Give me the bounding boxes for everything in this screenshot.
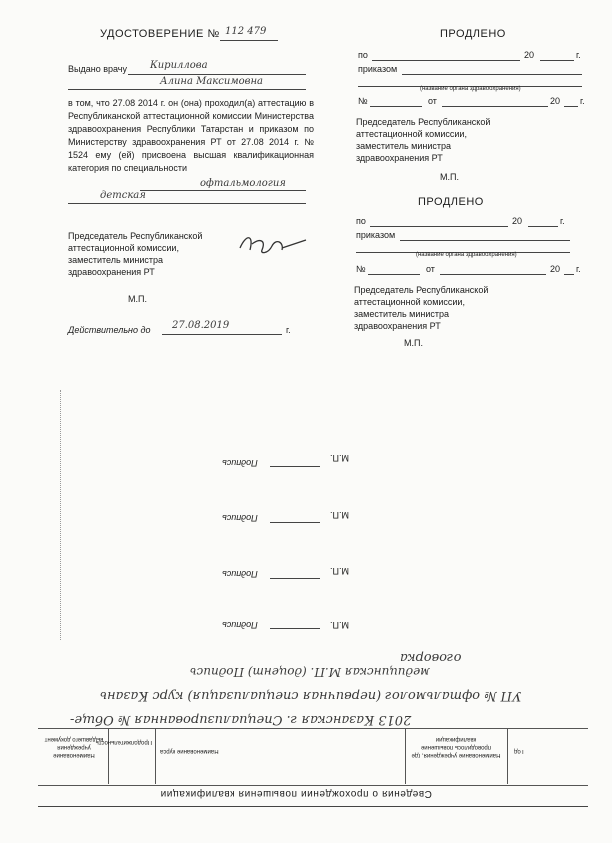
back-bottom-line: [38, 806, 588, 807]
order-label-1: приказом: [358, 64, 398, 74]
order-line-1a: [402, 74, 582, 75]
back-handwritten-4: оговорка: [400, 650, 462, 665]
back-handwritten-3: медицинская М.П. (доцент) Подпись: [190, 665, 431, 679]
from-line-2: [440, 274, 546, 275]
year-line-1: [540, 60, 574, 61]
organ-caption-2: (название органа здравоохранения): [416, 252, 517, 258]
extended-title-2: ПРОДЛЕНО: [418, 196, 484, 208]
from-label-1: от: [428, 96, 437, 106]
issued-label: Выдано врачу: [68, 64, 127, 74]
back-mp-1: М.П.: [330, 453, 349, 463]
from-label-2: от: [426, 264, 435, 274]
issued-name-2: Алина Максимовна: [160, 76, 264, 87]
year-1: 20: [524, 50, 535, 60]
specialty-1: офтальмология: [200, 178, 286, 189]
from-suffix-1: г.: [580, 96, 585, 106]
issued-line-2: [68, 89, 306, 90]
from-year-2: 20: [550, 264, 561, 274]
back-table-header: Сведения о прохождении повышения квалификации: [160, 788, 432, 799]
from-suffix-2: г.: [576, 264, 581, 274]
valid-date: 27.08.2019: [172, 320, 230, 331]
mp-1: М.П.: [440, 172, 459, 182]
year-2: 20: [512, 216, 523, 226]
back-signature-1: Подпись: [222, 458, 258, 468]
back-col-2: Наименование учреждения, где проводилось повышение квалификации: [411, 736, 501, 758]
chair-text-2: Председатель Республиканской аттестационной комиссии, заместитель министра здравоохранения РТ: [354, 285, 489, 331]
organ-caption-1: (название органа здравоохранения): [420, 86, 521, 92]
num-label-2: №: [356, 264, 366, 274]
specialty-line-2: [68, 203, 306, 204]
certificate-title: УДОСТОВЕРЕНИЕ №: [100, 28, 220, 40]
issued-line-1: [128, 74, 306, 75]
back-mp-3: М.П.: [330, 566, 349, 576]
back-col-4: Продолжительность: [95, 739, 152, 745]
from-year-line-2: [564, 274, 574, 275]
certificate-number: 112 479: [225, 26, 267, 37]
from-line-1: [442, 106, 548, 107]
back-table-divider-3: [405, 728, 406, 784]
back-mp-4: М.П.: [330, 620, 349, 630]
until-line-2: [370, 226, 508, 227]
chair-text: Председатель Республиканской аттестационной комиссии, заместитель министра здравоохранения РТ: [68, 231, 203, 277]
back-handwritten-2: УП № офтальмолог (первичная специализация) курс Казань: [100, 688, 522, 703]
num-label-1: №: [358, 96, 368, 106]
extended-title-1: ПРОДЛЕНО: [440, 28, 506, 40]
issued-name-1: Кириллова: [150, 60, 208, 71]
from-year-1: 20: [550, 96, 561, 106]
chair-text-1: Председатель Республиканской аттестационной комиссии, заместитель министра здравоохранения РТ: [356, 117, 491, 163]
back-sig-line-4: [270, 628, 320, 629]
back-col-5: Наименование учреждения выдавшего документ: [44, 736, 104, 758]
order-line-2a: [400, 240, 570, 241]
mp-2: М.П.: [404, 338, 423, 348]
until-label-1: по: [358, 50, 368, 60]
specialty-2: детская: [100, 190, 146, 201]
valid-label: Действительно до: [68, 325, 151, 335]
dotted-column: [60, 390, 71, 640]
back-mp-2: М.П.: [330, 510, 349, 520]
year-suffix-1: г.: [576, 50, 581, 60]
stamp-mp-left: М.П.: [128, 294, 147, 304]
until-label-2: по: [356, 216, 366, 226]
back-col-3: Наименование курса: [160, 748, 219, 754]
back-signature-2: Подпись: [222, 513, 258, 523]
back-col-1: Год: [514, 748, 524, 754]
back-sig-line-1: [270, 466, 320, 467]
from-year-line-1: [564, 106, 578, 107]
valid-suffix: г.: [286, 325, 291, 335]
year-suffix-2: г.: [560, 216, 565, 226]
signature-icon: [232, 228, 312, 260]
num-line-2: [368, 274, 420, 275]
certificate-body: в том, что 27.08 2014 г. он (она) проходил(а) аттестацию в Республиканской аттестационной комиссии Министерства здравоохранения Республики Татарстан и приказом по Министерству здравоохранения РТ от 27.08 2014 г. № 1524 ему (ей) присвоена высшая квалификационная категория по специальности: [68, 98, 314, 173]
until-line-1: [372, 60, 520, 61]
back-sig-line-3: [270, 578, 320, 579]
order-label-2: приказом: [356, 230, 396, 240]
back-sig-line-2: [270, 522, 320, 523]
number-line: [220, 40, 278, 41]
back-handwritten-1: 2013 Казанская г. Специализированная № Обще-: [70, 712, 412, 727]
back-signature-3: Подпись: [222, 569, 258, 579]
back-table-divider-1: [108, 728, 109, 784]
num-line-1: [370, 106, 422, 107]
valid-line: [162, 334, 282, 335]
back-table-divider-4: [507, 728, 508, 784]
year-line-2: [528, 226, 558, 227]
specialty-line-1: [140, 190, 306, 191]
back-signature-4: Подпись: [222, 620, 258, 630]
back-table: [38, 728, 588, 786]
back-table-divider-2: [155, 728, 156, 784]
